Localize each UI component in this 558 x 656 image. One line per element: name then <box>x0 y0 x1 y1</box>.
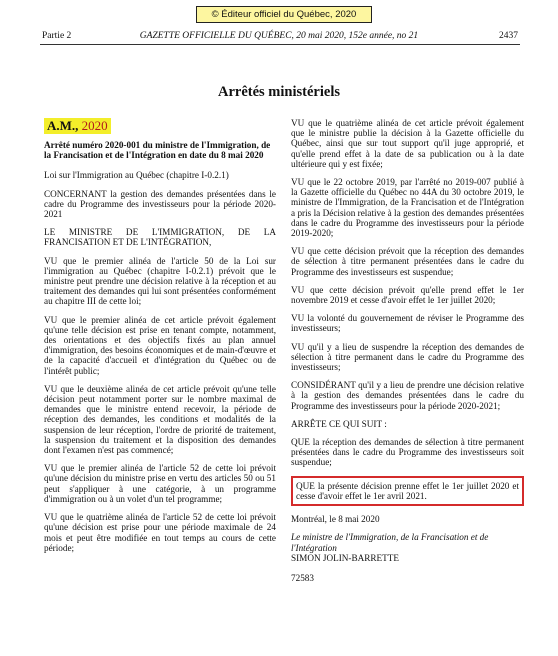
vu-paragraph-11: VU qu'il y a lieu de suspendre la réception des demandes de sélection à titre permanent dans le cadre du Programme des investisseurs; <box>291 341 524 373</box>
am-highlight <box>44 118 111 134</box>
vu-paragraph-9: VU que cette décision prévoit qu'elle prend effet le 1er novembre 2019 et cesse d'avoir effet le 1er juillet 2020; <box>291 284 524 306</box>
left-column <box>44 118 276 561</box>
considerant-paragraph: CONSIDÉRANT qu'il y a lieu de prendre une décision relative à la gestion des demandes présentées dans le cadre du Programme des investisseurs pour la période 2020-2021; <box>291 380 524 411</box>
page-title: Arrêtés ministériels <box>218 84 340 100</box>
vu-paragraph-6: VU que le quatrième alinéa de cet article prévoit également que le ministre publie la décision à la Gazette officielle du Québec, ainsi que sur tout support qu'il juge approprié, et qu'elle prend effet à la date de sa publication ou à la date ultérieure qui y est fixée; <box>291 118 524 169</box>
copyright-banner: © Éditeur officiel du Québec, 2020 <box>196 6 372 23</box>
signature-name: SIMON JOLIN-BARRETTE <box>291 552 399 563</box>
signature-title: Le ministre de l'Immigration, de la Francisation et de l'Intégration <box>291 532 489 553</box>
rule-paragraph-1: QUE la réception des demandes de sélection à titre permanent présentées dans le cadre du Programme des investisseurs soit suspendue; <box>291 437 524 468</box>
vu-paragraph-4: VU que le premier alinéa de l'article 52 de cette loi prévoit qu'une décision du ministre prise en vertu des articles 50 ou 51 peut s'appliquer à une catégorie, à un programme d'immigration ou à un volet d'un tel programme; <box>44 463 276 504</box>
header-part: Partie 2 <box>42 31 72 41</box>
arrete-heading: ARRÊTE CE QUI SUIT : <box>291 418 387 429</box>
vu-paragraph-8: VU que cette décision prévoit que la réception des demandes de sélection à titre permanent présentées dans le cadre du Programme des investisseurs est suspendue; <box>291 246 524 277</box>
right-column <box>291 118 524 591</box>
vu-paragraph-2: VU que le premier alinéa de cet article prévoit également qu'une telle décision est prise en tenant compte, notamment, des orientations et des objectifs fixés au plan annuel d'immigration, des besoins économiques et de main-d'œuvre et de la capacité d'accueil et d'intégration du Québec ou de l'intérêt public; <box>44 314 276 376</box>
am-year: 2020 <box>81 118 108 133</box>
minister-heading: LE MINISTRE DE L'IMMIGRATION, DE LA FRANCISATION ET DE L'INTÉGRATION, <box>44 227 276 248</box>
vu-paragraph-7: VU que le 22 octobre 2019, par l'arrêté no 2019-007 publié à la Gazette officielle du Québec no 44A du 30 octobre 2019, le ministre de l'Immigration, de la Francisation et de l'Intégration a pris la Décision relative à la gestion des demandes présentées dans le cadre du Programme des investisseurs pour la période 2019-2020; <box>291 177 524 239</box>
decree-heading: Arrêté numéro 2020-001 du ministre de l'Immigration, de la Francisation et de l'Intégration en date du 8 mai 2020 <box>44 140 271 161</box>
rule-paragraph-2: QUE la présente décision prenne effet le 1er juillet 2020 et cesse d'avoir effet le 1er avril 2021. <box>296 480 519 501</box>
header-page-number: 2437 <box>499 31 518 41</box>
publication-number: 72583 <box>291 572 314 583</box>
place-date: Montréal, le 8 mai 2020 <box>291 514 380 525</box>
am-label: A.M., <box>47 118 79 133</box>
header-divider <box>40 44 520 45</box>
concernant-paragraph: CONCERNANT la gestion des demandes présentées dans le cadre du Programme des investisseurs pour la période 2020-2021 <box>44 188 276 220</box>
law-reference: Loi sur l'Immigration au Québec (chapitre I-0.2.1) <box>44 170 229 181</box>
vu-paragraph-5: VU que le quatrième alinéa de l'article 52 de cette loi prévoit qu'une décision est prise pour une période maximale de 24 mois et peut être modifiée en tout temps au cours de cette période; <box>44 512 276 553</box>
vu-paragraph-10: VU la volonté du gouvernement de réviser le Programme des investisseurs; <box>291 313 524 334</box>
vu-paragraph-1: VU que le premier alinéa de l'article 50 de la Loi sur l'immigration au Québec (chapitre I-0.2.1) prévoit que le ministre peut prendre une décision relative à la réception et au traitement des demandes qui lui sont présentées conformément au chapitre III de cette loi; <box>44 255 276 307</box>
vu-paragraph-3: VU que le deuxième alinéa de cet article prévoit qu'une telle décision peut notamment porter sur le nombre maximal de demandes que le ministre entend recevoir, la période de réception des demandes, les conditions et modalités de la suspension de leur réception, l'ordre de priorité de traitement, la suspension du traitement et la disposition des demandes dont l'examen n'est pas commencé; <box>44 383 276 456</box>
header-gazette-title: GAZETTE OFFICIELLE DU QUÉBEC, 20 mai 2020, 152e année, no 21 <box>139 31 419 41</box>
highlighted-rule-box <box>291 476 524 506</box>
